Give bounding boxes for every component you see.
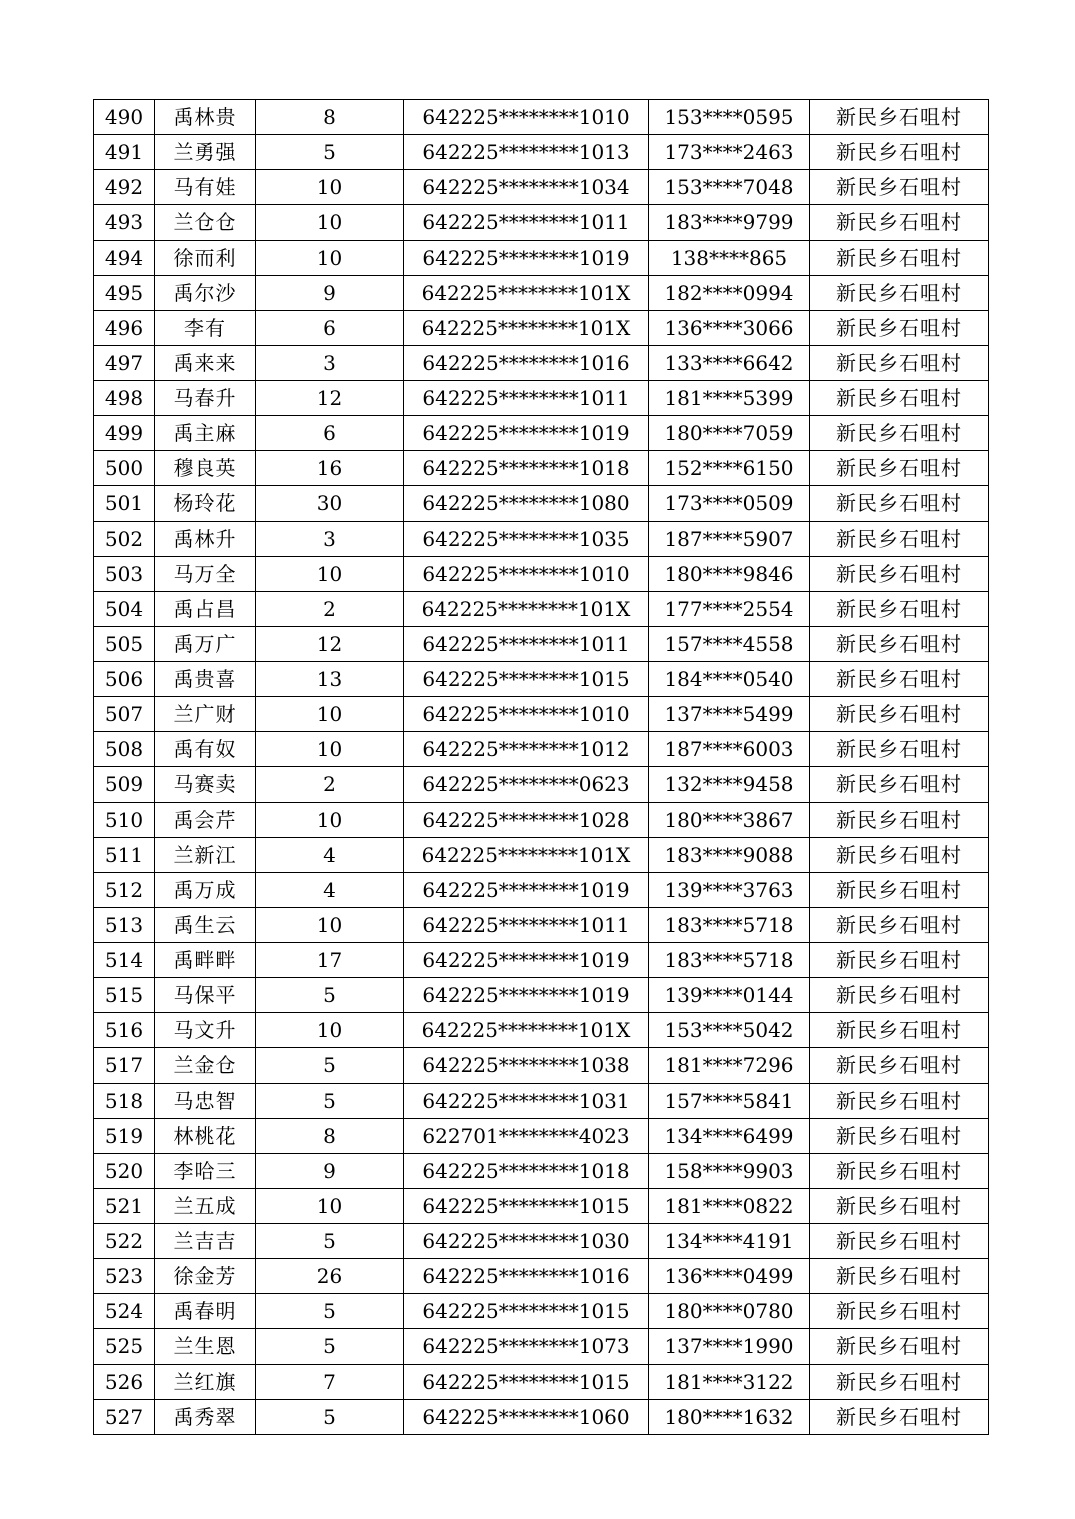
address-cell: 新民乡石咀村 xyxy=(810,1013,989,1048)
table-row xyxy=(94,451,989,486)
count-cell: 10 xyxy=(256,732,404,767)
address-cell: 新民乡石咀村 xyxy=(810,767,989,802)
phone-cell: 181****7296 xyxy=(649,1048,810,1083)
id-number-cell: 642225********101X xyxy=(404,275,649,310)
row-number-cell: 510 xyxy=(94,802,155,837)
phone-cell: 157****5841 xyxy=(649,1083,810,1118)
row-number-cell: 512 xyxy=(94,872,155,907)
name-cell: 禹会芹 xyxy=(155,802,256,837)
address-cell: 新民乡石咀村 xyxy=(810,1153,989,1188)
count-cell: 10 xyxy=(256,240,404,275)
name-cell: 禹秀翠 xyxy=(155,1399,256,1434)
id-number-cell: 642225********1018 xyxy=(404,1153,649,1188)
row-number-cell: 515 xyxy=(94,978,155,1013)
row-number-cell: 525 xyxy=(94,1329,155,1364)
id-number-cell: 642225********1019 xyxy=(404,943,649,978)
id-number-cell: 642225********1012 xyxy=(404,732,649,767)
count-cell: 5 xyxy=(256,1083,404,1118)
address-cell: 新民乡石咀村 xyxy=(810,591,989,626)
roster-body xyxy=(94,100,989,1435)
id-number-cell: 642225********1010 xyxy=(404,697,649,732)
address-cell: 新民乡石咀村 xyxy=(810,170,989,205)
address-cell: 新民乡石咀村 xyxy=(810,381,989,416)
count-cell: 8 xyxy=(256,100,404,135)
table-row xyxy=(94,1224,989,1259)
count-cell: 10 xyxy=(256,697,404,732)
phone-cell: 134****6499 xyxy=(649,1118,810,1153)
phone-cell: 180****3867 xyxy=(649,802,810,837)
name-cell: 兰仓仓 xyxy=(155,205,256,240)
table-row xyxy=(94,1013,989,1048)
phone-cell: 187****5907 xyxy=(649,521,810,556)
count-cell: 8 xyxy=(256,1118,404,1153)
phone-cell: 157****4558 xyxy=(649,626,810,661)
row-number-cell: 509 xyxy=(94,767,155,802)
id-number-cell: 642225********0623 xyxy=(404,767,649,802)
id-number-cell: 642225********1015 xyxy=(404,1364,649,1399)
row-number-cell: 517 xyxy=(94,1048,155,1083)
name-cell: 兰红旗 xyxy=(155,1364,256,1399)
address-cell: 新民乡石咀村 xyxy=(810,486,989,521)
id-number-cell: 642225********1035 xyxy=(404,521,649,556)
row-number-cell: 498 xyxy=(94,381,155,416)
count-cell: 6 xyxy=(256,416,404,451)
name-cell: 兰金仓 xyxy=(155,1048,256,1083)
id-number-cell: 642225********1019 xyxy=(404,872,649,907)
address-cell: 新民乡石咀村 xyxy=(810,872,989,907)
address-cell: 新民乡石咀村 xyxy=(810,802,989,837)
name-cell: 禹主麻 xyxy=(155,416,256,451)
phone-cell: 133****6642 xyxy=(649,345,810,380)
name-cell: 马忠智 xyxy=(155,1083,256,1118)
phone-cell: 183****9088 xyxy=(649,837,810,872)
name-cell: 禹林升 xyxy=(155,521,256,556)
row-number-cell: 503 xyxy=(94,556,155,591)
phone-cell: 183****9799 xyxy=(649,205,810,240)
id-number-cell: 642225********1060 xyxy=(404,1399,649,1434)
id-number-cell: 622701********4023 xyxy=(404,1118,649,1153)
id-number-cell: 642225********1016 xyxy=(404,345,649,380)
phone-cell: 139****3763 xyxy=(649,872,810,907)
table-row xyxy=(94,732,989,767)
phone-cell: 180****9846 xyxy=(649,556,810,591)
row-number-cell: 511 xyxy=(94,837,155,872)
table-row xyxy=(94,1048,989,1083)
id-number-cell: 642225********1080 xyxy=(404,486,649,521)
row-number-cell: 493 xyxy=(94,205,155,240)
table-row xyxy=(94,1364,989,1399)
row-number-cell: 490 xyxy=(94,100,155,135)
row-number-cell: 494 xyxy=(94,240,155,275)
phone-cell: 182****0994 xyxy=(649,275,810,310)
table-row xyxy=(94,381,989,416)
name-cell: 马文升 xyxy=(155,1013,256,1048)
phone-cell: 136****0499 xyxy=(649,1259,810,1294)
count-cell: 5 xyxy=(256,1224,404,1259)
id-number-cell: 642225********1038 xyxy=(404,1048,649,1083)
phone-cell: 180****7059 xyxy=(649,416,810,451)
count-cell: 5 xyxy=(256,978,404,1013)
table-row xyxy=(94,486,989,521)
name-cell: 兰五成 xyxy=(155,1188,256,1223)
id-number-cell: 642225********1011 xyxy=(404,205,649,240)
count-cell: 5 xyxy=(256,135,404,170)
name-cell: 兰广财 xyxy=(155,697,256,732)
name-cell: 禹生云 xyxy=(155,907,256,942)
name-cell: 禹有奴 xyxy=(155,732,256,767)
table-row xyxy=(94,100,989,135)
phone-cell: 180****1632 xyxy=(649,1399,810,1434)
table-row xyxy=(94,240,989,275)
phone-cell: 138****865 xyxy=(649,240,810,275)
table-row xyxy=(94,662,989,697)
row-number-cell: 524 xyxy=(94,1294,155,1329)
address-cell: 新民乡石咀村 xyxy=(810,1048,989,1083)
count-cell: 4 xyxy=(256,837,404,872)
id-number-cell: 642225********1073 xyxy=(404,1329,649,1364)
address-cell: 新民乡石咀村 xyxy=(810,697,989,732)
address-cell: 新民乡石咀村 xyxy=(810,907,989,942)
phone-cell: 137****5499 xyxy=(649,697,810,732)
id-number-cell: 642225********1015 xyxy=(404,1294,649,1329)
phone-cell: 152****6150 xyxy=(649,451,810,486)
row-number-cell: 516 xyxy=(94,1013,155,1048)
table-row xyxy=(94,626,989,661)
count-cell: 5 xyxy=(256,1048,404,1083)
row-number-cell: 496 xyxy=(94,310,155,345)
row-number-cell: 492 xyxy=(94,170,155,205)
id-number-cell: 642225********1034 xyxy=(404,170,649,205)
id-number-cell: 642225********1011 xyxy=(404,626,649,661)
name-cell: 禹占昌 xyxy=(155,591,256,626)
address-cell: 新民乡石咀村 xyxy=(810,732,989,767)
table-row xyxy=(94,1294,989,1329)
id-number-cell: 642225********1010 xyxy=(404,100,649,135)
row-number-cell: 497 xyxy=(94,345,155,380)
count-cell: 5 xyxy=(256,1329,404,1364)
count-cell: 26 xyxy=(256,1259,404,1294)
id-number-cell: 642225********1018 xyxy=(404,451,649,486)
table-row xyxy=(94,135,989,170)
name-cell: 兰吉吉 xyxy=(155,1224,256,1259)
name-cell: 林桃花 xyxy=(155,1118,256,1153)
table-row xyxy=(94,978,989,1013)
id-number-cell: 642225********1016 xyxy=(404,1259,649,1294)
table-row xyxy=(94,872,989,907)
row-number-cell: 521 xyxy=(94,1188,155,1223)
count-cell: 12 xyxy=(256,381,404,416)
count-cell: 10 xyxy=(256,802,404,837)
name-cell: 杨玲花 xyxy=(155,486,256,521)
count-cell: 2 xyxy=(256,767,404,802)
row-number-cell: 500 xyxy=(94,451,155,486)
row-number-cell: 520 xyxy=(94,1153,155,1188)
count-cell: 13 xyxy=(256,662,404,697)
name-cell: 穆良英 xyxy=(155,451,256,486)
phone-cell: 183****5718 xyxy=(649,943,810,978)
count-cell: 5 xyxy=(256,1399,404,1434)
row-number-cell: 518 xyxy=(94,1083,155,1118)
phone-cell: 137****1990 xyxy=(649,1329,810,1364)
address-cell: 新民乡石咀村 xyxy=(810,1364,989,1399)
phone-cell: 153****7048 xyxy=(649,170,810,205)
phone-cell: 183****5718 xyxy=(649,907,810,942)
count-cell: 9 xyxy=(256,275,404,310)
table-row xyxy=(94,1118,989,1153)
name-cell: 徐而利 xyxy=(155,240,256,275)
address-cell: 新民乡石咀村 xyxy=(810,275,989,310)
row-number-cell: 506 xyxy=(94,662,155,697)
count-cell: 10 xyxy=(256,1188,404,1223)
address-cell: 新民乡石咀村 xyxy=(810,310,989,345)
phone-cell: 180****0780 xyxy=(649,1294,810,1329)
address-cell: 新民乡石咀村 xyxy=(810,1329,989,1364)
table-row xyxy=(94,521,989,556)
row-number-cell: 502 xyxy=(94,521,155,556)
count-cell: 9 xyxy=(256,1153,404,1188)
count-cell: 10 xyxy=(256,205,404,240)
phone-cell: 181****0822 xyxy=(649,1188,810,1223)
name-cell: 马春升 xyxy=(155,381,256,416)
table-row xyxy=(94,943,989,978)
table-row xyxy=(94,1188,989,1223)
row-number-cell: 526 xyxy=(94,1364,155,1399)
count-cell: 10 xyxy=(256,170,404,205)
id-number-cell: 642225********1015 xyxy=(404,662,649,697)
name-cell: 李有 xyxy=(155,310,256,345)
row-number-cell: 514 xyxy=(94,943,155,978)
count-cell: 5 xyxy=(256,1294,404,1329)
count-cell: 17 xyxy=(256,943,404,978)
count-cell: 7 xyxy=(256,1364,404,1399)
name-cell: 禹万广 xyxy=(155,626,256,661)
roster-table xyxy=(93,99,989,1435)
address-cell: 新民乡石咀村 xyxy=(810,978,989,1013)
id-number-cell: 642225********1019 xyxy=(404,978,649,1013)
id-number-cell: 642225********101X xyxy=(404,310,649,345)
phone-cell: 173****2463 xyxy=(649,135,810,170)
address-cell: 新民乡石咀村 xyxy=(810,1294,989,1329)
table-row xyxy=(94,1153,989,1188)
address-cell: 新民乡石咀村 xyxy=(810,100,989,135)
count-cell: 3 xyxy=(256,521,404,556)
phone-cell: 181****3122 xyxy=(649,1364,810,1399)
table-row xyxy=(94,837,989,872)
table-row xyxy=(94,1399,989,1434)
count-cell: 6 xyxy=(256,310,404,345)
address-cell: 新民乡石咀村 xyxy=(810,1083,989,1118)
address-cell: 新民乡石咀村 xyxy=(810,1224,989,1259)
id-number-cell: 642225********1011 xyxy=(404,381,649,416)
row-number-cell: 499 xyxy=(94,416,155,451)
address-cell: 新民乡石咀村 xyxy=(810,345,989,380)
row-number-cell: 522 xyxy=(94,1224,155,1259)
id-number-cell: 642225********1031 xyxy=(404,1083,649,1118)
address-cell: 新民乡石咀村 xyxy=(810,1399,989,1434)
address-cell: 新民乡石咀村 xyxy=(810,943,989,978)
phone-cell: 187****6003 xyxy=(649,732,810,767)
count-cell: 12 xyxy=(256,626,404,661)
row-number-cell: 495 xyxy=(94,275,155,310)
phone-cell: 134****4191 xyxy=(649,1224,810,1259)
phone-cell: 184****0540 xyxy=(649,662,810,697)
name-cell: 李哈三 xyxy=(155,1153,256,1188)
phone-cell: 153****5042 xyxy=(649,1013,810,1048)
count-cell: 10 xyxy=(256,907,404,942)
phone-cell: 181****5399 xyxy=(649,381,810,416)
address-cell: 新民乡石咀村 xyxy=(810,1188,989,1223)
table-row xyxy=(94,275,989,310)
id-number-cell: 642225********101X xyxy=(404,837,649,872)
address-cell: 新民乡石咀村 xyxy=(810,240,989,275)
table-row xyxy=(94,1083,989,1118)
row-number-cell: 513 xyxy=(94,907,155,942)
phone-cell: 158****9903 xyxy=(649,1153,810,1188)
count-cell: 2 xyxy=(256,591,404,626)
phone-cell: 177****2554 xyxy=(649,591,810,626)
name-cell: 禹尔沙 xyxy=(155,275,256,310)
table-row xyxy=(94,205,989,240)
name-cell: 兰生恩 xyxy=(155,1329,256,1364)
row-number-cell: 527 xyxy=(94,1399,155,1434)
address-cell: 新民乡石咀村 xyxy=(810,626,989,661)
address-cell: 新民乡石咀村 xyxy=(810,205,989,240)
row-number-cell: 519 xyxy=(94,1118,155,1153)
name-cell: 禹春明 xyxy=(155,1294,256,1329)
row-number-cell: 508 xyxy=(94,732,155,767)
address-cell: 新民乡石咀村 xyxy=(810,451,989,486)
row-number-cell: 507 xyxy=(94,697,155,732)
id-number-cell: 642225********101X xyxy=(404,591,649,626)
name-cell: 兰勇强 xyxy=(155,135,256,170)
name-cell: 马赛卖 xyxy=(155,767,256,802)
phone-cell: 136****3066 xyxy=(649,310,810,345)
name-cell: 马有娃 xyxy=(155,170,256,205)
count-cell: 16 xyxy=(256,451,404,486)
table-row xyxy=(94,802,989,837)
id-number-cell: 642225********1019 xyxy=(404,416,649,451)
row-number-cell: 505 xyxy=(94,626,155,661)
count-cell: 4 xyxy=(256,872,404,907)
address-cell: 新民乡石咀村 xyxy=(810,1118,989,1153)
id-number-cell: 642225********1028 xyxy=(404,802,649,837)
name-cell: 禹来来 xyxy=(155,345,256,380)
row-number-cell: 491 xyxy=(94,135,155,170)
name-cell: 禹贵喜 xyxy=(155,662,256,697)
name-cell: 马保平 xyxy=(155,978,256,1013)
count-cell: 10 xyxy=(256,1013,404,1048)
count-cell: 30 xyxy=(256,486,404,521)
address-cell: 新民乡石咀村 xyxy=(810,135,989,170)
id-number-cell: 642225********1015 xyxy=(404,1188,649,1223)
row-number-cell: 523 xyxy=(94,1259,155,1294)
table-row xyxy=(94,1329,989,1364)
address-cell: 新民乡石咀村 xyxy=(810,521,989,556)
table-row xyxy=(94,907,989,942)
row-number-cell: 501 xyxy=(94,486,155,521)
phone-cell: 173****0509 xyxy=(649,486,810,521)
count-cell: 3 xyxy=(256,345,404,380)
name-cell: 禹万成 xyxy=(155,872,256,907)
id-number-cell: 642225********101X xyxy=(404,1013,649,1048)
address-cell: 新民乡石咀村 xyxy=(810,416,989,451)
phone-cell: 139****0144 xyxy=(649,978,810,1013)
phone-cell: 132****9458 xyxy=(649,767,810,802)
name-cell: 徐金芳 xyxy=(155,1259,256,1294)
table-row xyxy=(94,416,989,451)
row-number-cell: 504 xyxy=(94,591,155,626)
name-cell: 禹林贵 xyxy=(155,100,256,135)
table-row xyxy=(94,310,989,345)
id-number-cell: 642225********1010 xyxy=(404,556,649,591)
address-cell: 新民乡石咀村 xyxy=(810,662,989,697)
table-row xyxy=(94,591,989,626)
address-cell: 新民乡石咀村 xyxy=(810,837,989,872)
id-number-cell: 642225********1019 xyxy=(404,240,649,275)
address-cell: 新民乡石咀村 xyxy=(810,556,989,591)
address-cell: 新民乡石咀村 xyxy=(810,1259,989,1294)
table-row xyxy=(94,1259,989,1294)
id-number-cell: 642225********1013 xyxy=(404,135,649,170)
name-cell: 兰新江 xyxy=(155,837,256,872)
phone-cell: 153****0595 xyxy=(649,100,810,135)
id-number-cell: 642225********1011 xyxy=(404,907,649,942)
table-row xyxy=(94,697,989,732)
count-cell: 10 xyxy=(256,556,404,591)
table-row xyxy=(94,345,989,380)
table-row xyxy=(94,556,989,591)
table-row xyxy=(94,170,989,205)
id-number-cell: 642225********1030 xyxy=(404,1224,649,1259)
name-cell: 马万全 xyxy=(155,556,256,591)
name-cell: 禹畔畔 xyxy=(155,943,256,978)
table-row xyxy=(94,767,989,802)
